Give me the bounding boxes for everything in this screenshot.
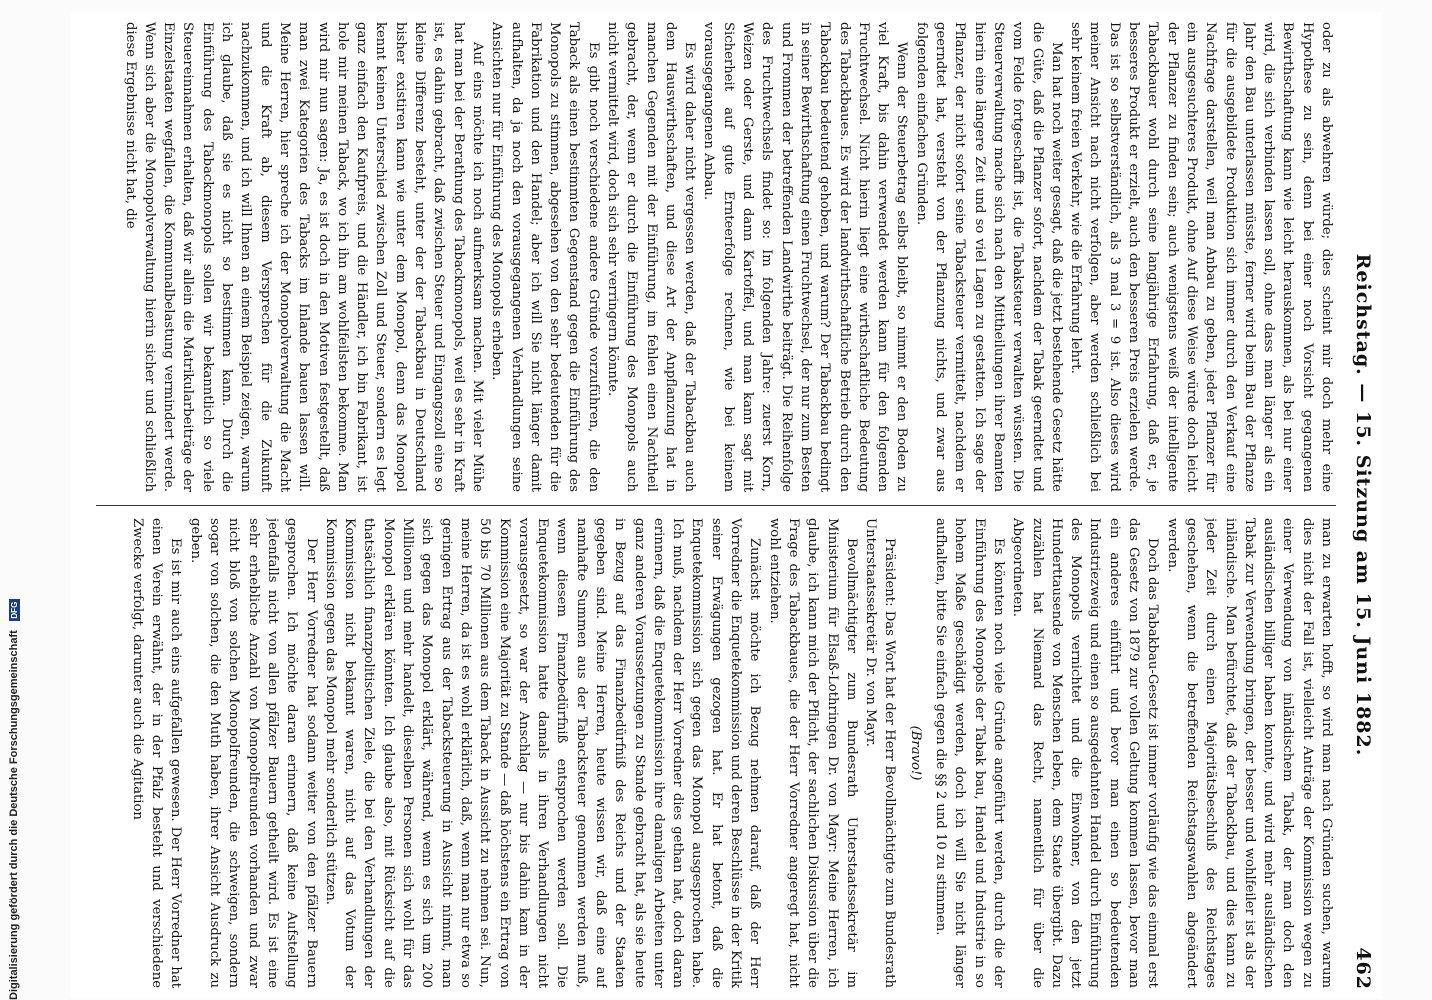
document-page xyxy=(70,12,1382,998)
dfg-logo-icon: DFG xyxy=(9,599,20,621)
column-divider xyxy=(96,505,1336,506)
applause-note: (Bravo!) xyxy=(907,725,923,781)
speaker-paragraph: Bevollmächtigter zum Bundesrath Unterstaatssekretär im Ministerium für Elsaß-Lothringen Dr. von Mayr: Meine Herren, ich glaube, ich kann mich der Pflicht, der sachlichen Diskussion über die Frage des Tabackbaues, die der Herr Vorredner angeregt hat, nicht wohl entziehen. xyxy=(766,518,859,988)
paragraph: Doch das Tabakbau-Gesetz ist immer vorläufig wie das einmal erst das Gesetz von 1879 zur vollen Geltung kommen lassen, bevor man ein anderes einführt und bevor man einen so bedeutenden Industriezweig und einen so ausgedehnten Handel durch Einführung des Monopols vernichtet und die Einwohner, von den jetzt Hunderttausende von Menschen leben, dem Staate übergibt. Dazu zuzählen hat Niemand das Recht, namentlich für über die Abgeordneten. xyxy=(1010,518,1161,988)
paragraph: Man hat noch weiter gesagt, daß die jetzt bestehende Gesetz hätte die Güte, daß die Pflanzer sofort, nachdem der Tabak geerndtet und vom Felde fortgeschafft ist, die Tabaksteuer verwalten wüssten. Die Steuerverwaltung mache sich nach den Mittheilungen ihrer Beamten hierin eine längere Zeit und so viel Lagen zu gestatten. Ich sage der Pflanzer, der nicht sofort seine Tabacksteuer vermittelt, nachdem er geerndtet hat, versteht von der Pflanzung nichts, und zwar aus folgenden einfachen Gründen. xyxy=(913,22,1064,492)
paragraph: Es ist mir auch eins aufgefallen gewesen. Der Herr Vorredner hat einen Verein erwähnt, der in der Pfalz besteht und verschiedene Zwecke verfolgt, darunter auch die Agitation xyxy=(129,518,184,988)
paragraph: Es könnten noch viele Gründe angeführt werden, durch die der Einführung des Monopols der Tabak bau, Handel und Industrie in so hohem Maße geschädigt werden, doch ich will Sie nicht länger aufhalten, bitte Sie einfach gegen die §§ 2 und 10 zu stimmen. xyxy=(933,518,1006,988)
paragraph: Auf eins möchte ich noch aufmerksam machen. Mit vieler Mühe hat man bei der Berathung des Tabackmonopols, weil es sehr in Kraft ist, es dahin gebracht, daß zwischen Steuer und Eingangszoll eine so kleine Differenz besteht, unter der der Tabackbau in Deutschland bisher existiren kann wie unter dem Monopol, denn das Monopol kennt keinen Unterschied zwischen Zoll und Steuer, sondern es legt ganz einfach den Kaufpreis, und die Händler, ich bin Fabrikant, ist hole mir meinen Taback, wo ich ihn am wohlfeilsten bekomme. Man wird mir nun sagen: Ja, es ist doch in den Motiven festgestellt, daß man zwei Kategorien des Tabacks im Inlande bauen lassen will. Meine Herren, hier spreche ich der Monopolverwaltung die Macht und die Kraft ab, diesem Versprechen für die Zukunft nachzukommen, und ich will Ihnen an einem Beispiel zeigen, warum ich glaube, daß sie es nicht so bestimmen kann. Durch die Einführung des Tabackmonopols sollen wir bekanntlich so viele Steuereinnahmen erhalten, daß wir allein die Matrikularbeiträge der Einzelstaaten wegfallen, die Kommunalbelastung vermindert werde. Wenn sich aber die Monopolverwaltung hierin sicher und schließlich diese Ergebnisse nicht hat, die xyxy=(122,22,485,492)
digitization-credit xyxy=(8,140,22,1000)
page-header xyxy=(1342,12,1382,998)
paragraph: Wenn der Steuerbetrag selbst bleibt, so nimmt er den Boden zu viel Kraft, bis dahin verwendet werden kann für den folgenden Fruchtwechsel. Nicht hierin liegt eine wirthschaftliche Bedeutung des Tabackbaues. Es wird der landwirthschaftliche Betrieb durch den Tabackbau bedeutend gehoben, und warum? Der Tabackbau bedingt in seiner Bewirthschaftung einen Fruchtwechsel, der nur zum Besten und Frommen der betreffenden Landwirthe beiträgt. Die Reihenfolge des Fruchtwechsels findet so: Im folgenden Jahre: zuerst Korn, Weizen oder Gerste, und dann Kartoffel, und man kann sagt mit Sicherheit auf gute Ernteerfolge rechnen, wie bei keinem vorausgegangenen Anbau. xyxy=(701,22,910,492)
paragraph: Es gibt noch verschiedene andere Gründe vorzuführen, die den Taback als einen bestimmten Gegenstand gegen die Einführung des Monopols zu stimmen, abgesehen von den sehr bedeutenden für die Fabrikation und den Handel; aber ich will Sie nicht länger damit aufhalten, da ja noch den vorausgegangenen Verhandlungen seine Ansichten nur für Einführung des Monopols erheben. xyxy=(489,22,601,492)
speaker-paragraph: Präsident: Das Wort hat der Herr Bevollmächtigte zum Bundesrath Unterstaatssekretär Dr. von Mayr. xyxy=(863,518,898,988)
paragraph: oder zu als abwehren würde; dies scheint mir doch mehr eine Hypothese zu sein, denn bei einer noch Vorsicht gegangenen Bewirthschaftung kann wie leicht herauskommen, als bei nur einer wird, die sich verbinden lassen soll, ohne dass man länger als ein Jahr den Bau unterlassen müsste, ferner wird beim Bau der Pflanze für die ausgebildete Produktion sich immer durch den Verkauf eine Nachfrage darstellen, weil man Anbau zu geben, jeder Pflanzer für ein ausgesuchteres Produkt, ohne Auf diese Weise würde doch leicht der Pflanzer zu finden sein; auch wenigstens weiß der intelligente Tabackbauer wohl durch seine langjährige Erfahrung, daß er, je besseres Produkt er erzielt, auch den besseren Preis erzielen werde. Das ist so selbstverständlich, als 3 mal 3 = 9 ist. Also dieses wird meiner Ansicht nach nicht verfolgen, aber werden schließlich bei sehr keinem freien Verkehr, wie die Erfahrung lehrt. xyxy=(1068,22,1334,492)
paragraph: Der Herr Vorredner hat sodann weiter von den pfälzer Bauern gesprochen. Ich möchte daran erinnern, daß keine Aufstellung jedenfalls nicht von allen pfälzer Bauern getheilt wird. Es ist eine sehr erhebliche Anzahl von Monopolfreunden vorhanden und zwar nicht bloß von solchen Monopolfreunden, die schweigen, sondern sogar von solchen, die den Muth haben, ihrer Ansicht Ausdruck zu geben. xyxy=(187,518,319,988)
paragraph: Es wird daher nicht vergessen werden, daß der Tabackbau auch dem Hauswirthschaften, und diese Art der Anpflanzung hat in manchen Gegenden mit der Einführung, im fehlen einen Nachtheil gebracht, der, wenn er durch die Einführung des Monopols auch nicht vermittelt wird, doch sich sehr verringern könnte. xyxy=(605,22,698,492)
paragraph: man zu erwarten hofft, so wird man nach Gründen suchen, warum dies nicht der Fall ist, vielleicht Anträge der Kommission wegen zu einer Verwendung von inländischem Tabak, der man doch den ausländischen billiger haben konnte, und wird mehr ausländischen Tabak zur Verwendung bringen, der besser und wohlfeiler ist als der inländische. Man befürchtet, daß der Tabackbau, und dies kann zu jeder Zeit durch einen Majoritätsbeschluß des Reichstages geschehen, wenn die betreffenden Reichstagswahlen abgeändert werden. xyxy=(1164,518,1334,988)
right-column xyxy=(86,518,1336,988)
page-number: 462 xyxy=(1352,947,1374,990)
paragraph: Zunächst möchte ich Bezug nehmen darauf, daß der Herr Vorredner die Enquetekommission und deren Beschlüsse in der Kritik seiner Erwägungen gezogen hat. Er hat betont, daß die Enquetekommission sich gegen das Monopol ausgesprochen habe. Ich muß, nachdem der Herr Vorredner dies gethan hat, doch daran erinnern, daß die Enquetekommission ihre damaligen Arbeiten unter ganz anderen Voraussetzungen zu Stande gebracht hat, als sie heute in Bezug auf das Finanzbedürfniß des Reichs und der Staaten gegeben sind. Meine Herren, heute wissen wir, daß eine auf namhafte Summen aus der Tabacksteuer genommen werden muß, wenn diesem Finanzbedürfniß entsprochen werden soll. Die Enquetekommission hatte damals in ihren Verhandlungen nicht vorausgesetzt, so war der Anschlag — nur bis dahin kam in der Kommission eine Majorität zu Stande — daß höchstens ein Ertrag von 50 bis 70 Millionen aus dem Taback in Aussicht zu nehmen sei. Nun, meine Herren, da ist es wohl erklärlich, daß, wenn man nur etwa so geringen Ertrag aus der Tabacksteuerung in Aussicht nimmt, man sich gegen das Monopol erklärt, während, wenn es sich um 200 Millionen und mehr handelt, dieselben Personen sich wohl für das Monopol erklären könnten. Ich glaube also, mit Rücksicht auf die thatsächlich finanzpolitischen Ziele, die bei den Verhandlungen der Kommission nicht bekannt waren, nicht auf das Votum der Kommission gegen das Monopol mehr sonderlich stützen. xyxy=(322,518,763,988)
running-head: Reichstag. — 15. Sitzung am 15. Juni 1882. xyxy=(1352,253,1374,757)
left-column xyxy=(86,22,1336,492)
credit-text: Digitalisierung gefördert durch die Deutsche Forschungsgemeinschaft xyxy=(8,630,20,1000)
